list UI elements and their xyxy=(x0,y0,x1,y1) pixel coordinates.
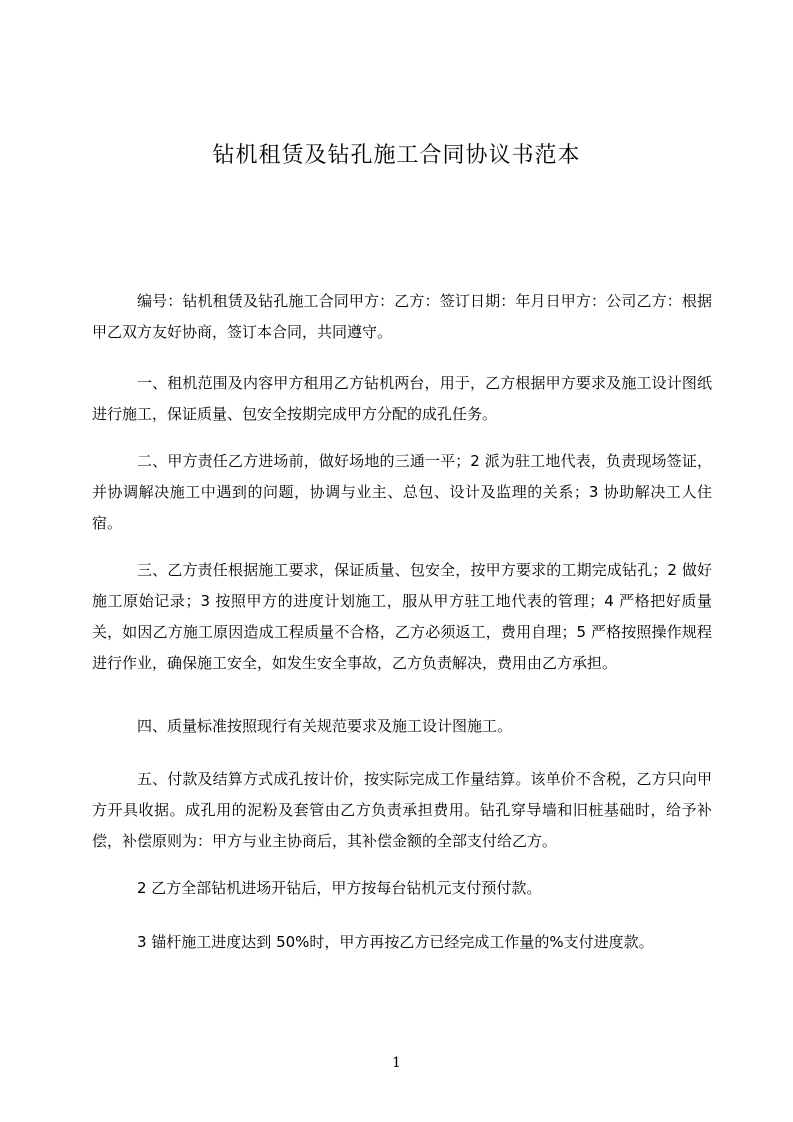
page-number: 1 xyxy=(392,1055,401,1071)
paragraph-section-5-item-2: 2 乙方全部钻机进场开钻后，甲方按每台钻机元支付预付款。 xyxy=(137,879,542,897)
paragraph-section-3: 三、乙方责任根据施工要求，保证质量、包安全，按甲方要求的工期完成钻孔；2 做好施工原始记录；3 按照甲方的进度计划施工，服从甲方驻工地代表的管理；4 严格把好质量关，如因乙方施工原因造成工程质量不合格，乙方必须返工，费用自理；5 严格按照操作规程进行作业，确保施工安全，如发生安全事故，乙方负责解决，费用由乙方承担。 xyxy=(92,561,712,672)
paragraph-section-2: 二、甲方责任乙方进场前，做好场地的三通一平；2 派为驻工地代表，负责现场签证，并协调解决施工中遇到的问题，协调与业主、总包、设计及监理的关系；3 协助解决工人住宿。 xyxy=(92,452,712,532)
paragraph-section-1: 一、租机范围及内容甲方租用乙方钻机两台，用于，乙方根据甲方要求及施工设计图纸进行施工，保证质量、包安全按期完成甲方分配的成孔任务。 xyxy=(92,374,712,423)
document-title: 钻机租赁及钻孔施工合同协议书范本 xyxy=(212,143,581,168)
paragraph-section-5-item-3: 3 锚杆施工进度达到 50%时，甲方再按乙方已经完成工作量的%支付进度款。 xyxy=(137,933,654,951)
paragraph-section-4: 四、质量标准按照现行有关规范要求及施工设计图施工。 xyxy=(137,717,513,735)
paragraph-section-5: 五、付款及结算方式成孔按计价，按实际完成工作量结算。该单价不含税，乙方只向甲方开具收据。成孔用的泥粉及套管由乙方负责承担费用。钻孔穿导墙和旧桩基础时，给予补偿，补偿原则为：甲方与业主协商后，其补偿金额的全部支付给乙方。 xyxy=(92,770,712,850)
paragraph-preamble: 编号：钻机租赁及钻孔施工合同甲方：乙方：签订日期：年月日甲方：公司乙方：根据甲乙双方友好协商，签订本合同，共同遵守。 xyxy=(92,292,712,341)
